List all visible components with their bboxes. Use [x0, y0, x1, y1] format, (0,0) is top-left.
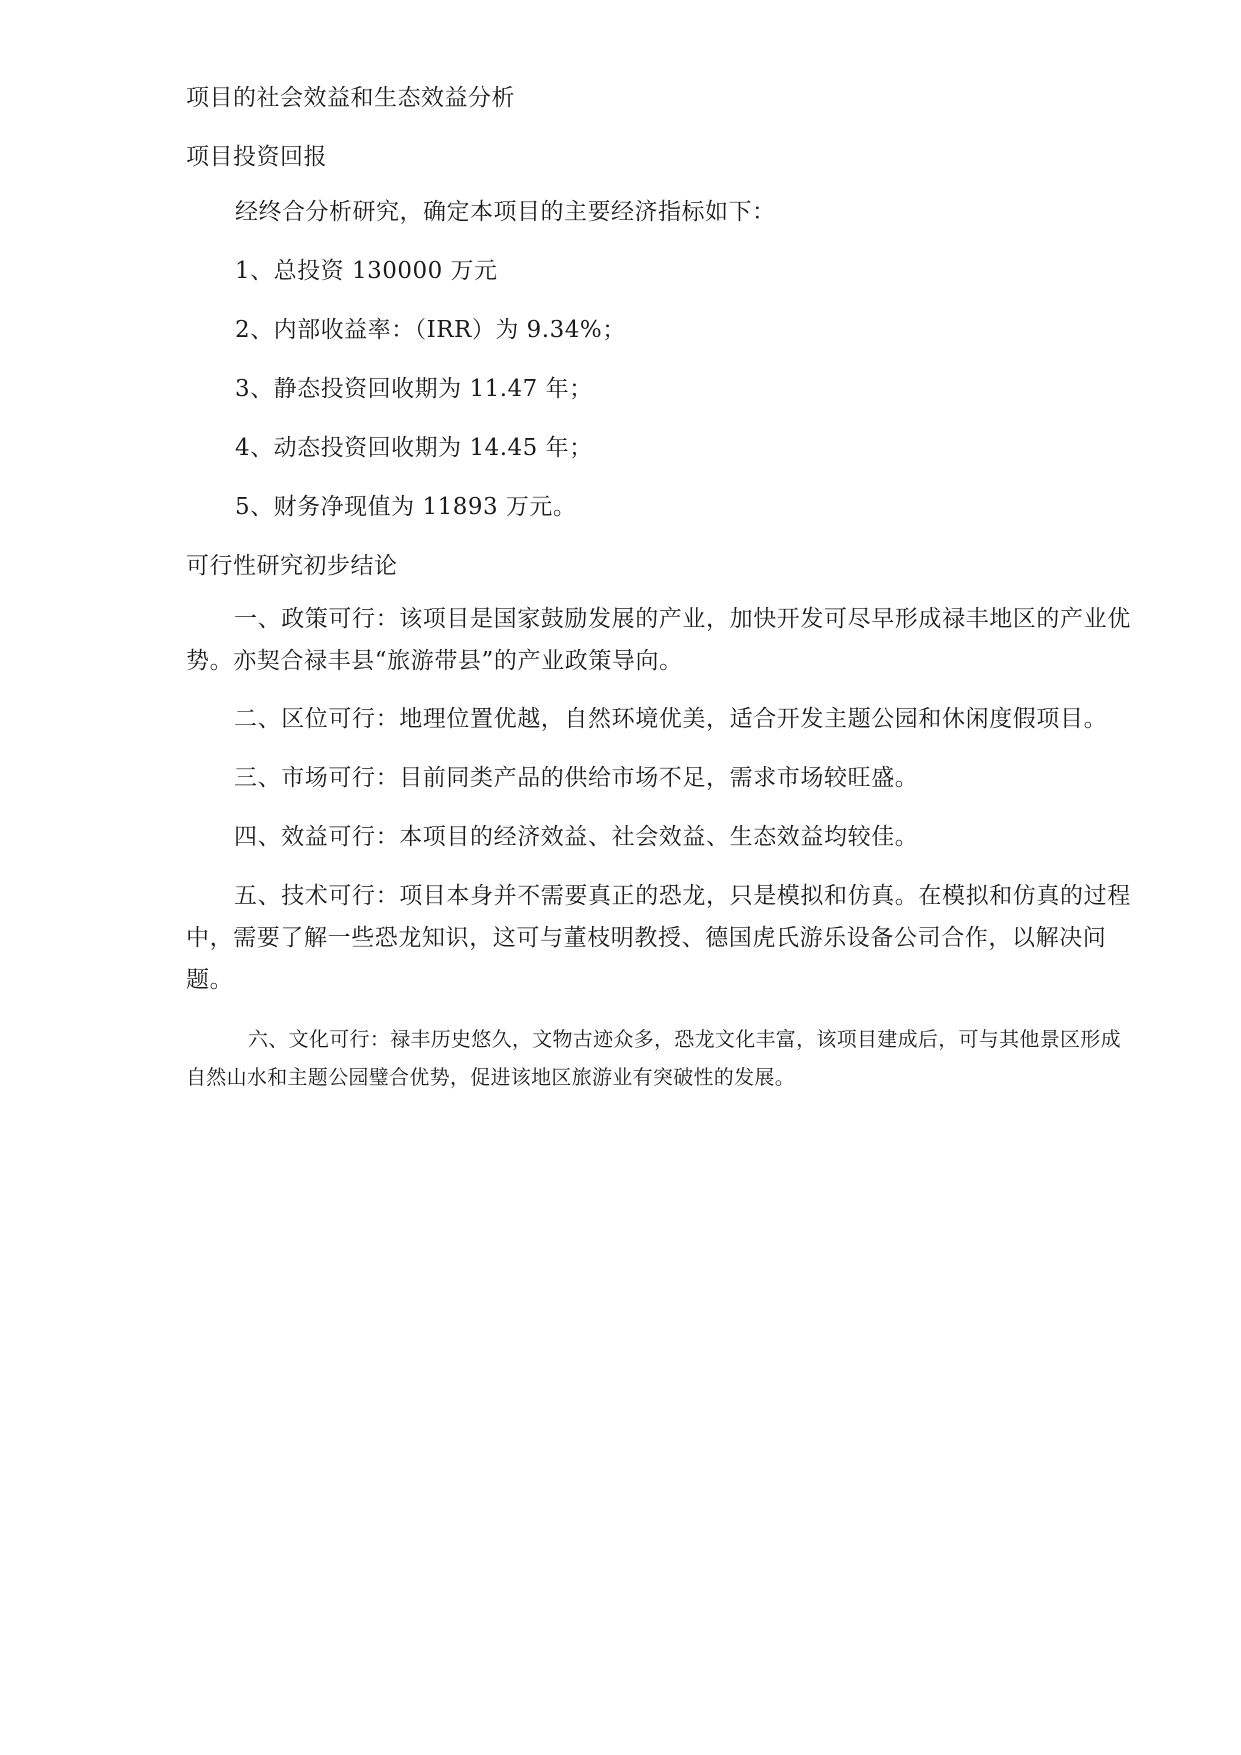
- indicator-item: 1、总投资 130000 万元: [235, 258, 498, 284]
- indicator-item: 2、内部收益率：（IRR）为 9.34%；: [235, 317, 626, 343]
- section-heading-social-eco: 项目的社会效益和生态效益分析: [186, 85, 515, 111]
- indicator-item: 4、动态投资回收期为 14.45 年；: [235, 435, 593, 461]
- indicator-item: 5、财务净现值为 11893 万元。: [235, 494, 577, 520]
- conclusion-paragraph: 二、区位可行：地理位置优越，自然环境优美，适合开发主题公园和休闲度假项目。: [234, 706, 1108, 732]
- section-heading-conclusion: 可行性研究初步结论: [186, 553, 398, 579]
- conclusion-paragraph: 四、效益可行：本项目的经济效益、社会效益、生态效益均较佳。: [234, 824, 919, 850]
- indicator-item: 3、静态投资回收期为 11.47 年；: [235, 376, 593, 402]
- conclusion-paragraph: 一、政策可行：该项目是国家鼓励发展的产业，加快开发可尽早形成禄丰地区的产业优势。亦契合禄丰县“旅游带县”的产业政策导向。: [186, 606, 1131, 674]
- section-heading-investment: 项目投资回报: [186, 144, 327, 170]
- investment-intro-text: 经终合分析研究，确定本项目的主要经济指标如下：: [235, 199, 776, 225]
- conclusion-paragraph: 六、文化可行：禄丰历史悠久，文物古迹众多，恐龙文化丰富，该项目建成后，可与其他景区形成自然山水和主题公园璧合优势，促进该地区旅游业有突破性的发展。: [186, 1027, 1121, 1089]
- conclusion-paragraph: 五、技术可行：项目本身并不需要真正的恐龙，只是模拟和仿真。在模拟和仿真的过程中，需要了解一些恐龙知识，这可与董枝明教授、德国虎氏游乐设备公司合作，以解决问题。: [186, 883, 1131, 993]
- conclusion-paragraph: 三、市场可行：目前同类产品的供给市场不足，需求市场较旺盛。: [234, 765, 919, 791]
